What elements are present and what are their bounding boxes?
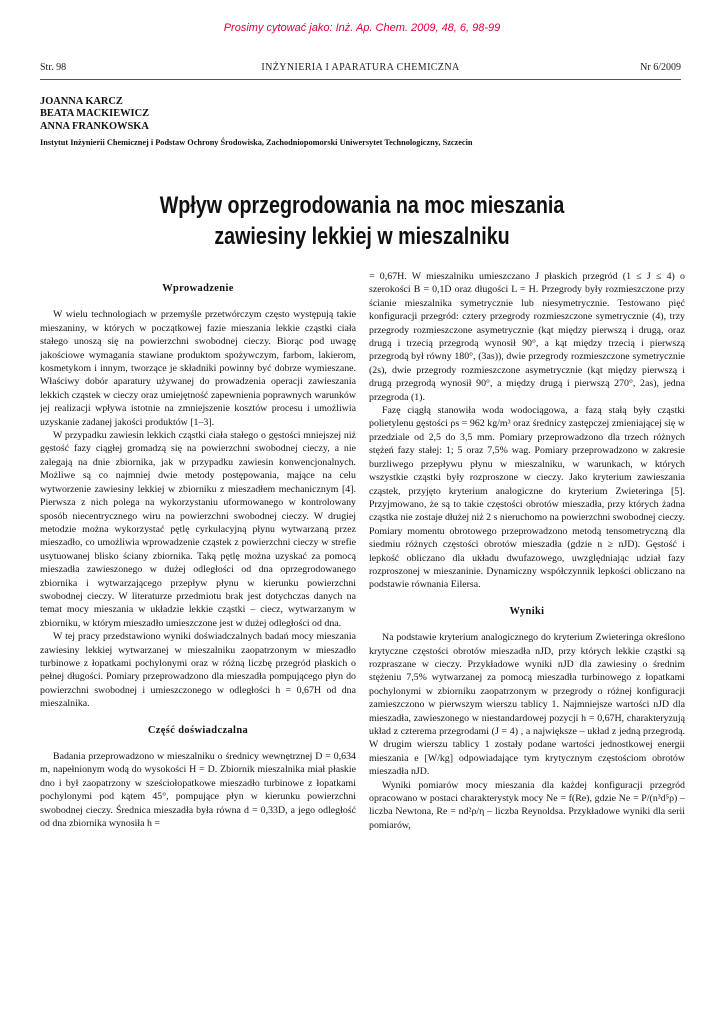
title-line: Wpływ oprzegrodowania na moc mieszania [159,192,565,219]
issue-number: Nr 6/2009 [640,62,681,73]
citation-note: Prosimy cytować jako: Inż. Ap. Chem. 2009, 48, 6, 98-99 [223,22,501,34]
paragraph: W przypadku zawiesin lekkich cząstki ciała stałego o gęstości mniejszej niż gęstość fazy ciągłej gromadzą się na powierzchni swobodnej cieczy, a nie zalegają na dnie zbiornika, jak w przypadku zawiesin konwencjonalnych. Możliwe są co najmniej dwie metody postępowania, mające na celu wytworzenie zawiesiny lekkiej w zbiorniku z mieszadłem mechanicznym [4]. Pierwsza z nich polega na wykorzystaniu uformowanego w kontrolowany sposób niecentrycznego wiru na powierzchni swobodnej cieczy. W drugiej metodzie można wykorzystać pętlę cyrkulacyjną płynu wytwarzaną przez mieszadło, co umożliwia wprowadzenie cząstek z powierzchni cieczy w strefie usytuowanej blisko ściany zbiornika. Taką pętlę można uzyskać za pomocą mieszadła zawieszonego w dużej odległości od dna oprzegrodowanego zbiornika i wytwarzającego przepływ płynu w kierunku powierzchni swobodnej cieczy. W literaturze przedmiotu brak jest dotychczas danych na temat mocy mieszania w układzie lekkie cząstki – ciecz, wytwarzanym w zbiorniku, w którym mieszadło umieszczone jest w dużej odległości od dna. [40,430,356,629]
right-column [369,270,685,970]
paragraph: Fazę ciągłą stanowiła woda wodociągowa, a fazą stałą były cząstki polietylenu gęstości ρs = 962 kg/m³ oraz średnicy zastępczej zmieniającej się w przedziale od 2,5 do 3,5 mm. Pomiary przeprowadzono dla trzech różnych stężeń fazy stałej: 1; 5 oraz 7,5% wag. Pomiary przeprowadzono w zakresie burzliwego przepływu płynu w mieszalniku, w warunkach, w których wszystkie cząstki były rozproszone w cieczy. Jako kryterium zawieszania cząstek, przyjęto kryterium analogiczne do kryterium Zwieteringa [5]. Przyjmowano, że są to takie częstości obrotów mieszadła, przy których żadna cząstka nie zostaje dłużej niż 2 s nieruchomo na powierzchni swobodnej cieczy. Pomiary momentu obrotowego przeprowadzono metodą tensometryczną dla siedmiu różnych częstości obrotów mieszadła (gdzie n ≥ nJD). Gęstość i lepkość obliczano dla układu dwufazowego, uwzględniając udział fazy rozproszonej w mieszaninie. Dynamiczny współczynnik lepkości obliczano na podstawie równania Eilersa. [369,405,685,591]
paragraph: Na podstawie kryterium analogicznego do kryterium Zwieteringa określono krytyczne częstości obrotów mieszadła nJD, przy których lekkie cząstki są rozpraszane w cieczy. Przykładowe wyniki nJD dla zawiesiny o średnim stężeniu 7,5% wytwarzanej za pomocą mieszadła turbinowego z łopatkami pochylonymi w zbiorniku zaopatrzonym w przegrody o różnej konfiguracji zamieszczono w pierwszym wierszu tablicy 1. Najmniejsze wartości nJD dla mieszadła, zawieszonego w niestandardowej pozycji h = 0,67H, charakteryzują układ z czterema przegrodami (J = 4) , a największe – układ z jedną przegrodą. W drugim wierszu tablicy 1 zostały podane wartości jednostkowej energii mieszania e [W/kg] odpowiadające tym krytycznym częstościom obrotów mieszadła nJD. [369,632,685,778]
paragraph: W wielu technologiach w przemyśle przetwórczym często występują takie mieszaniny, w których w początkowej fazie mieszania lekkie cząstki ciała stałego unoszą się na powierzchni swobodnej cieczy. Biorąc pod uwagę jakościowe wymagania stawiane produktom spożywczym, farbom, lakierom, kosmetykom i innym, tworzące je składniki powinny być dobrze wymieszane. Właściwy dobór aparatury używanej do prowadzenia operacji zawieszania lekkich cząstek w cieczy oraz umiejętność zapewnienia poprawnych warunków jej realizacji wpływa istotnie na zmniejszenie kosztów procesu i umożliwia uzyskanie zadanej jakości produktów [1–3]. [40,309,356,428]
journal-name: INŻYNIERIA I APARATURA CHEMICZNA [261,62,460,73]
paragraph: = 0,67H. W mieszalniku umieszczano J płaskich przegród (1 ≤ J ≤ 4) o szerokości B = 0,1D oraz długości L = H. Przegrody były rozmieszczone przy ścianie mieszalnika symetrycznie lub niesymetrycznie. Testowano pięć konfiguracji przegród: cztery przegrody rozmieszczone symetrycznie (4), trzy przegrody rozmieszczone asymetrycznie (kąt między pierwszą i drugą, oraz drugą i trzecią przegrodą wynosił 90°, a kąt między trzecią i pierwszą przegrodą był równy 180°, (3as)), dwie przegrody rozmieszczone symetrycznie (2s), dwie przegrody rozmieszczone asymetrycznie (kąt między pierwszą i drugą przegrodą wynosił 90°, a między drugą i pierwszą 270°, 2as), jedna przegroda (1). [369,271,685,403]
section-heading-results: Wyniki [509,605,545,617]
affiliation: Instytut Inżynierii Chemicznej i Podstaw Ochrony Środowiska, Zachodniopomorski Uniwersytet Technologiczny, Szczecin [40,138,473,147]
article-title [65,190,659,252]
author: BEATA MACKIEWICZ [40,108,150,120]
header-rule [40,79,681,80]
author: JOANNA KARCZ [40,96,123,107]
paragraph: Wyniki pomiarów mocy mieszania dla każdej konfiguracji przegród opracowano w postaci charakterystyk mocy Ne = f(Re), gdzie Ne = P/(n³d⁵ρ) – liczba Newtona, Re = nd²ρ/η – liczba Reynoldsa. Przykładowe wyniki dla serii pomiarów, [369,779,685,831]
author: ANNA FRANKOWSKA [40,120,149,132]
section-heading-experimental: Część doświadczalna [147,724,249,736]
title-line: zawiesiny lekkiej w mieszalniku [214,223,510,250]
section-heading-intro: Wprowadzenie [162,283,234,294]
paragraph: Badania przeprowadzono w mieszalniku o średnicy wewnętrznej D = 0,634 m, napełnionym wodą do wysokości H = D. Zbiornik mieszalnika miał płaskie dno i był zaopatrzony w sześciołopatkowe mieszadło turbinowe z łopatkami pochylonymi pod kątem 45°, pompujące płyn w kierunku powierzchni swobodnej cieczy. Średnica mieszadła była równa d = 0,33D, a jego odległość od dna zbiornika wynosiła h = [40,751,356,830]
author-list [40,96,149,133]
left-column [40,282,356,972]
paragraph: W tej pracy przedstawiono wyniki doświadczalnych badań mocy mieszania zawiesiny lekkiej wytwarzanej w mieszalniku zaopatrzonym w mieszadło turbinowe z łopatkami pochylonymi oraz w różną liczbę przegród płaskich o pełnej długości. Pomiary przeprowadzono dla mieszadła pompującego płyn do powierzchni swobodnej i umieszczonego w odległości h = 0,67H od dna mieszalnika. [40,631,356,710]
running-header [40,62,681,76]
page-number: Str. 98 [40,62,67,73]
